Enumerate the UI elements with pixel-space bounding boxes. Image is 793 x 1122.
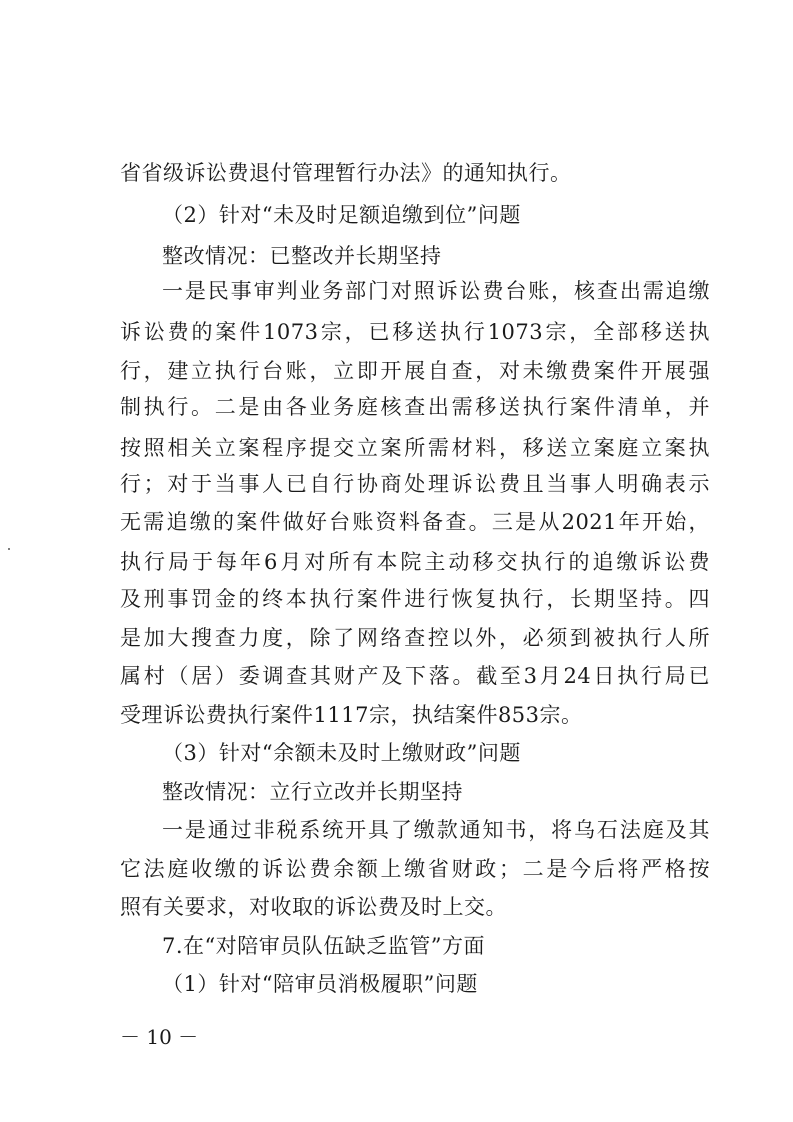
text-line-11: 执行局于每年6月对所有本院主动移交执行的追缴诉讼费 (120, 550, 710, 574)
text-line-8: 按照相关立案程序提交立案所需材料，移送立案庭立案执 (120, 436, 710, 460)
text-line-14: 属村（居）委调查其财产及下落。截至3月24日执行局已 (120, 664, 710, 688)
text-line-18: 一是通过非税系统开具了缴款通知书，将乌石法庭及其 (162, 818, 710, 842)
text-line-9: 行；对于当事人已自行协商处理诉讼费且当事人明确表示 (120, 472, 710, 496)
text-line-4: 一是民事审判业务部门对照诉讼费台账，核查出需追缴 (162, 279, 710, 303)
page-number: － 10 － (120, 1025, 199, 1049)
text-line-12: 及刑事罚金的终本执行案件进行恢复执行，长期坚持。四 (120, 587, 710, 611)
text-line-15: 受理诉讼费执行案件1117宗，执结案件853宗。 (120, 703, 583, 727)
text-line-5: 诉讼费的案件1073宗，已移送执行1073宗，全部移送执 (120, 320, 710, 344)
text-line-1: 省省级诉讼费退付管理暂行办法》的通知执行。 (120, 161, 572, 185)
section-heading-2: （2）针对“未及时足额追缴到位”问题 (162, 203, 521, 227)
text-line-7: 制执行。二是由各业务庭核查出需移送执行案件清单，并 (120, 395, 710, 419)
text-line-19: 它法庭收缴的诉讼费余额上缴省财政；二是今后将严格按 (120, 857, 710, 881)
rectification-status-2: 整改情况：已整改并长期坚持 (162, 244, 442, 268)
text-line-10: 无需追缴的案件做好台账资料备查。三是从2021年开始， (120, 510, 710, 534)
section-heading-7: 7.在“对陪审员队伍缺乏监管”方面 (162, 934, 486, 958)
text-line-6: 行，建立执行台账，立即开展自查，对未缴费案件开展强 (120, 359, 710, 383)
rectification-status-3: 整改情况：立行立改并长期坚持 (162, 780, 463, 804)
scan-artifact (8, 548, 10, 550)
text-line-13: 是加大搜查力度，除了网络查控以外，必须到被执行人所 (120, 626, 710, 650)
section-heading-3: （3）针对“余额未及时上缴财政”问题 (162, 741, 521, 765)
text-line-20: 照有关要求，对收取的诉讼费及时上交。 (120, 895, 507, 919)
section-heading-7-1: （1）针对“陪审员消极履职”问题 (162, 972, 478, 996)
